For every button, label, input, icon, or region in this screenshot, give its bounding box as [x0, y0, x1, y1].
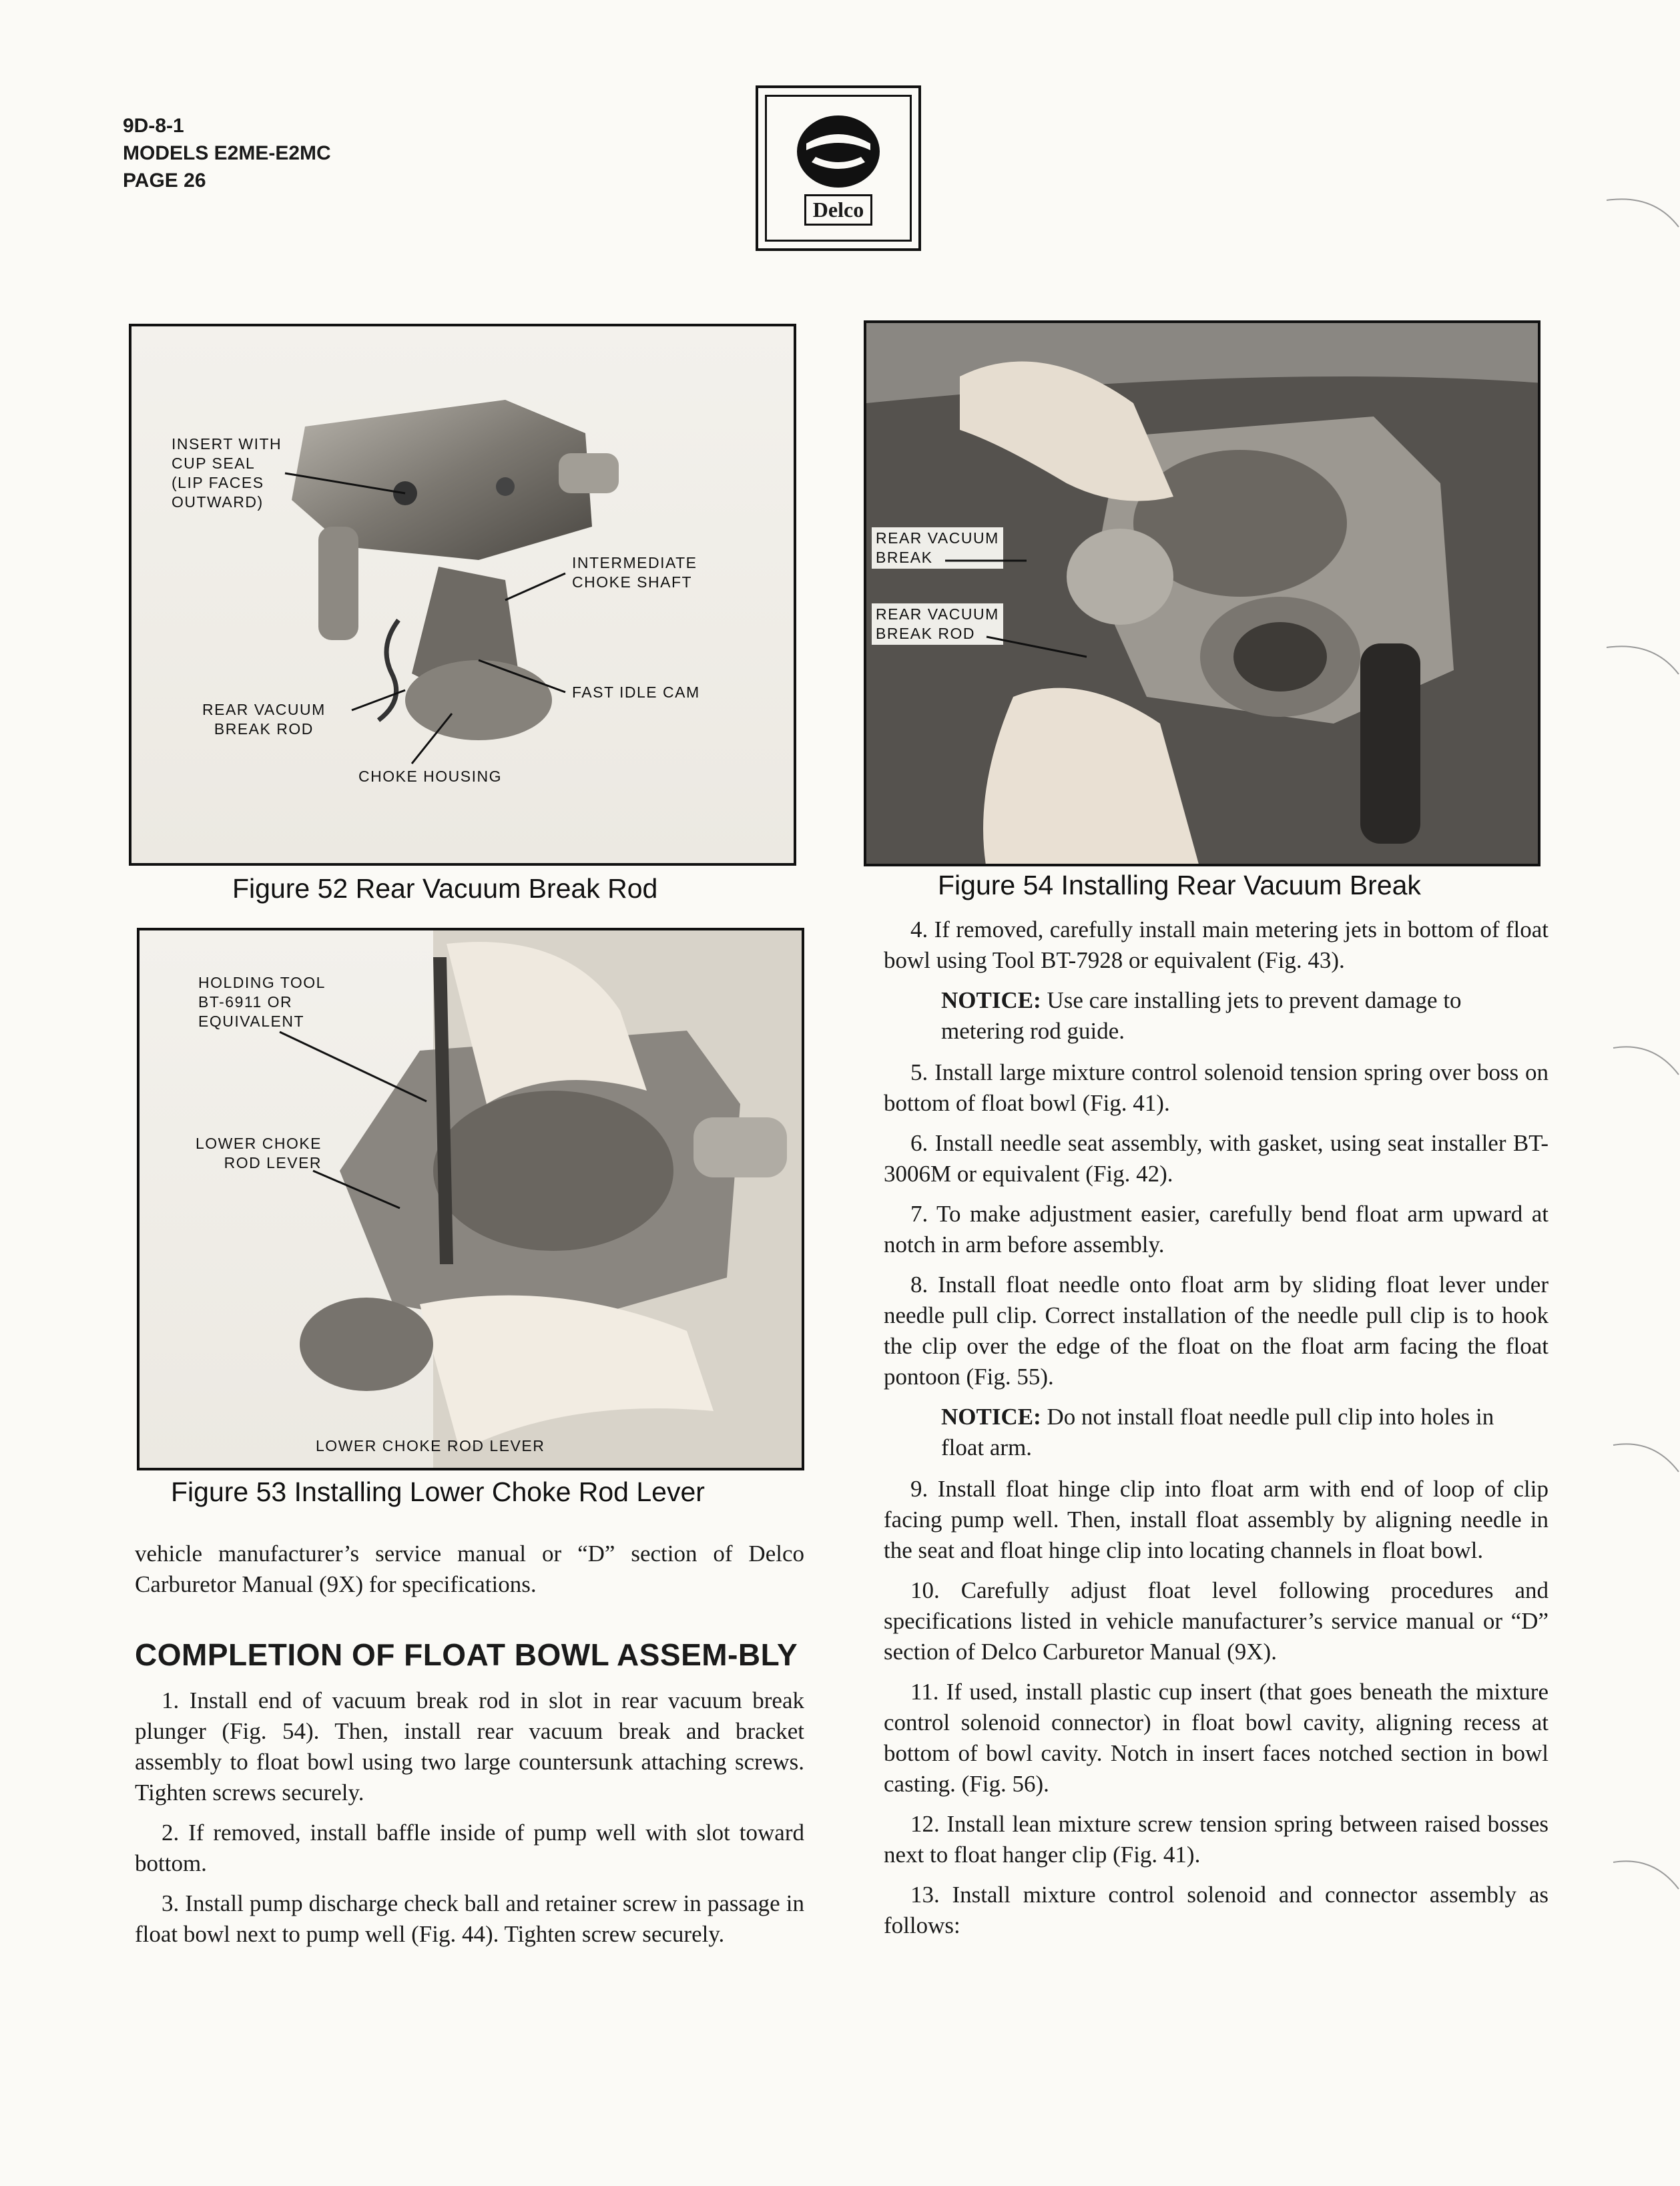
callout-lower-choke-rod-lever-bottom: LOWER CHOKE ROD LEVER: [316, 1437, 545, 1454]
figure-53-image: [137, 928, 804, 1470]
delco-wordmark: Delco: [804, 194, 872, 226]
section-number: 9D-8-1: [123, 115, 184, 137]
step-7: 7. To make adjustment easier, carefully bend float arm upward at notch in arm before assembly.: [884, 1201, 1549, 1258]
notice-1-text: Use care installing jets to prevent damage to metering rod guide.: [941, 987, 1462, 1044]
figure-52-caption: Figure 52 Rear Vacuum Break Rod: [232, 873, 658, 904]
callout-choke-housing: CHOKE HOUSING: [358, 768, 503, 785]
step-13: 13. Install mixture control solenoid and connector assembly as follows:: [884, 1882, 1549, 1938]
callout-holding-tool: HOLDING TOOL BT-6911 OR EQUIVALENT: [198, 974, 326, 1030]
step-12: 12. Install lean mixture screw tension spring between raised bosses next to float hanger clip (Fig. 41).: [884, 1811, 1549, 1868]
callout-rear-vacuum-break-rod: REAR VACUUM BREAK ROD: [202, 701, 326, 738]
callout-intermediate-choke-shaft: INTERMEDIATE CHOKE SHAFT: [572, 554, 697, 591]
right-column: [884, 914, 1549, 1950]
figure-54-leaders: [866, 323, 1541, 866]
notice-1: [884, 985, 1549, 1047]
models-label: MODELS E2ME-E2MC: [123, 142, 331, 164]
step-4: 4. If removed, carefully install main metering jets in bottom of float bowl using Tool BT-7928 or equivalent (Fig. 43).: [884, 916, 1549, 973]
step-2: 2. If removed, install baffle inside of pump well with slot toward bottom.: [135, 1820, 804, 1876]
step-8: 8. Install float needle onto float arm by sliding float lever under needle pull clip. Correct installation of the needle pull clip is to hook the clip over the edge of the float on the float arm facing the float pontoon (Fig. 55).: [884, 1272, 1549, 1390]
delco-logo: [756, 85, 921, 251]
page-header: [123, 112, 331, 194]
step-1: 1. Install end of vacuum break rod in slot in rear vacuum break plunger (Fig. 54). Then, install rear vacuum break and bracket assembly to float bowl using two large countersunk attaching screws. Tighten screws securely.: [135, 1687, 804, 1806]
notice-1-label: NOTICE:: [941, 987, 1041, 1013]
step-6: 6. Install needle seat assembly, with gasket, using seat installer BT-3006M or equivalent (Fig. 42).: [884, 1130, 1549, 1187]
step-10: 10. Carefully adjust float level following procedures and specifications listed in vehicle manufacturer’s service manual or “D” section of Delco Carburetor Manual (9X).: [884, 1577, 1549, 1665]
section-heading: COMPLETION OF FLOAT BOWL ASSEM-BLY: [135, 1637, 798, 1672]
delco-emblem-icon: [792, 111, 885, 192]
step-11: 11. If used, install plastic cup insert (that goes beneath the mixture control solenoid connector) in float bowl cavity, aligning recess at bottom of bowl cavity. Notch in insert faces notched section in bowl casting. (Fig. 56).: [884, 1679, 1549, 1797]
figure-54-image: [864, 320, 1541, 866]
figure-52-leaders: [131, 326, 796, 866]
figure-52-image: [129, 324, 796, 866]
page-edge-marks: [1600, 0, 1680, 2186]
figure-53-leaders: [139, 930, 804, 1470]
callout-rear-vacuum-break-rod: REAR VACUUM BREAK ROD: [872, 603, 1003, 645]
notice-2-text: Do not install float needle pull clip into holes in float arm.: [941, 1404, 1494, 1460]
page-number: PAGE 26: [123, 170, 206, 192]
left-column: [135, 1539, 804, 1959]
notice-2-label: NOTICE:: [941, 1404, 1041, 1430]
figure-54-caption: Figure 54 Installing Rear Vacuum Break: [938, 870, 1421, 900]
callout-fast-idle-cam: FAST IDLE CAM: [572, 684, 700, 701]
notice-2: [884, 1402, 1549, 1463]
callout-insert-cup-seal: INSERT WITH CUP SEAL (LIP FACES OUTWARD): [172, 435, 282, 511]
callout-rear-vacuum-break: REAR VACUUM BREAK: [872, 527, 1003, 569]
step-9: 9. Install float hinge clip into float arm with end of loop of clip facing pump well. Then, install float assembly by aligning needle in the seat and float hinge clip into locating channels in float bowl.: [884, 1476, 1549, 1563]
figure-53-caption: Figure 53 Installing Lower Choke Rod Lever: [171, 1476, 705, 1507]
callout-lower-choke-rod-lever: LOWER CHOKE ROD LEVER: [196, 1135, 322, 1171]
step-5: 5. Install large mixture control solenoid tension spring over boss on bottom of float bowl (Fig. 41).: [884, 1059, 1549, 1116]
continuation-paragraph: vehicle manufacturer’s service manual or “D” section of Delco Carburetor Manual (9X) for specifications.: [135, 1541, 804, 1597]
step-3: 3. Install pump discharge check ball and retainer screw in passage in float bowl next to pump well (Fig. 44). Tighten screw securely.: [135, 1890, 804, 1947]
